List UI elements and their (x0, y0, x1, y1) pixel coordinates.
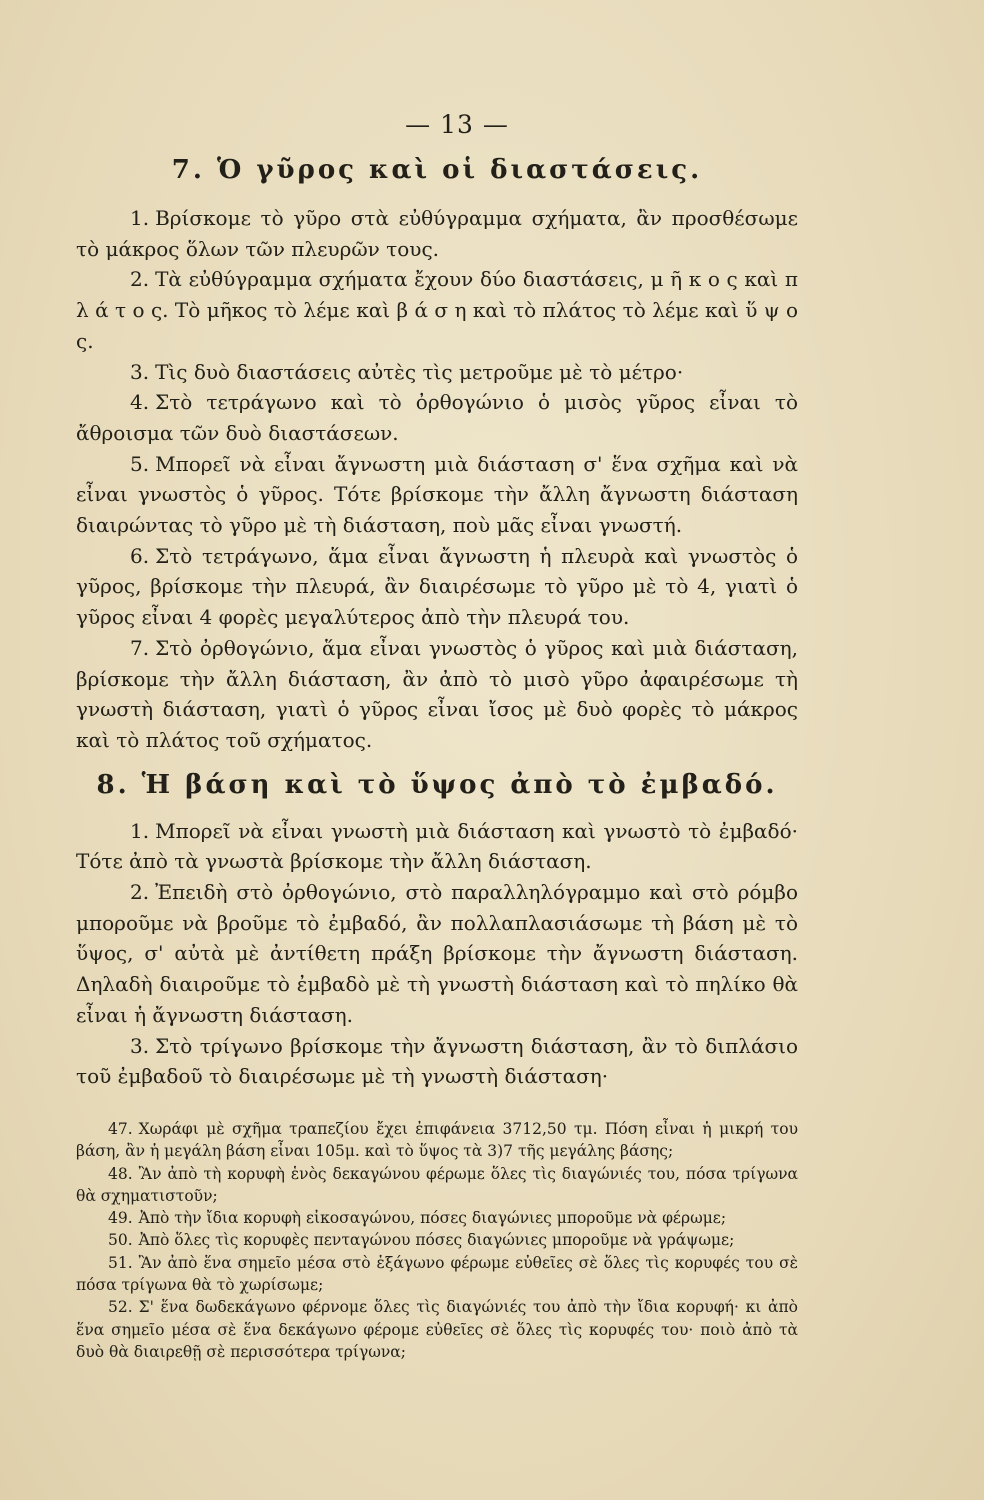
section-7-paragraph (76, 541, 798, 633)
paragraph-number: 3. (130, 1033, 150, 1058)
exercises-footnotes (76, 1118, 798, 1363)
exercise-text: Ἀπὸ ὅλες τὶς κορυφὲς πενταγώνου πόσες διαγώνιες μποροῦμε νὰ γράψωμε; (138, 1231, 735, 1250)
section-7-paragraph (76, 357, 798, 388)
paragraph-text: Στὸ τετράγωνο, ἅμα εἶναι ἄγνωστη ἡ πλευρὰ καὶ γνωστὸς ὁ γῦρος, βρίσκομε τὴν πλευρά, ἂν διαιρέσωμε τὸ γῦρο μὲ τὸ 4, γιατὶ ὁ γῦρος εἶναι 4 φορὲς μεγαλύτερος ἀπὸ τὴν πλευρά του. (76, 543, 798, 630)
paragraph-number: 3. (130, 359, 150, 384)
exercise-item (76, 1163, 798, 1208)
exercise-item (76, 1118, 798, 1163)
exercise-number: 52. (108, 1298, 133, 1317)
exercise-text: Ἂν ἀπὸ τὴ κορυφὴ ἑνὸς δεκαγώνου φέρωμε ὅλες τὶς διαγώνιές του, πόσα τρίγωνα θὰ σχηματιστοῦν; (76, 1164, 798, 1205)
section-8-body (76, 816, 798, 1092)
section-7-paragraph (76, 633, 798, 756)
paragraph-text: Μπορεῖ νὰ εἶναι ἄγνωστη μιὰ διάσταση σ' ἕνα σχῆμα καὶ νὰ εἶναι γνωστὸς ὁ γῦρος. Τότε βρίσκομε τὴν ἄλλη ἄγνωστη διάσταση διαιρώντας τὸ γῦρο μὲ τὴ διάσταση, ποὺ μᾶς εἶναι γνωστή. (76, 451, 798, 538)
page-number: — 13 — (405, 110, 509, 139)
section-7-paragraph (76, 449, 798, 541)
paragraph-text: Ἐπειδὴ στὸ ὀρθογώνιο, στὸ παραλληλόγραμμο καὶ στὸ ρόμβο μποροῦμε νὰ βροῦμε τὸ ἐμβαδό, ἂν πολλαπλασιάσωμε τὴ βάση μὲ τὸ ὕψος, σ' αὐτὰ μὲ ἀντίθετη πράξη βρίσκομε τὴν ἄγνωστη διάσταση. Δηλαδὴ διαιροῦμε τὸ ἐμβαδὸ μὲ τὴ γνωστὴ διάσταση καὶ τὸ πηλίκο θὰ εἶναι ἡ ἄγνωστη διάσταση. (76, 880, 798, 1027)
paragraph-text: Τὰ εὐθύγραμμα σχήματα ἔχουν δύο διαστάσεις, μ ῆ κ ο ς καὶ π λ ά τ ο ς. Τὸ μῆκος τὸ λέμε καὶ β ά σ η καὶ τὸ πλάτος τὸ λέμε καὶ ὕ ψ ο ς. (76, 267, 798, 353)
exercise-number: 49. (108, 1209, 133, 1228)
exercise-number: 51. (108, 1253, 133, 1272)
section-7-paragraph (76, 264, 798, 356)
section-title-8: 8. Ἡ βάση καὶ τὸ ὕψος ἀπὸ τὸ ἐμβαδό. (96, 769, 778, 800)
paragraph-number: 7. (130, 635, 150, 660)
exercise-text: Ἂν ἀπὸ ἕνα σημεῖο μέσα στὸ ἑξάγωνο φέρωμε εὐθεῖες σὲ ὅλες τὶς κορυφές του σὲ πόσα τρίγωνα θὰ τὸ χωρίσωμε; (76, 1253, 798, 1295)
paragraph-text: Στὸ τετράγωνο καὶ τὸ ὀρθογώνιο ὁ μισὸς γῦρος εἶναι τὸ ἄθροισμα τῶν δυὸ διαστάσεων. (76, 390, 798, 445)
exercise-item (76, 1296, 798, 1363)
book-page (76, 110, 798, 1363)
exercise-number: 50. (108, 1231, 133, 1250)
paragraph-number: 1. (130, 818, 150, 843)
exercise-item (76, 1252, 798, 1297)
section-8-paragraph (76, 1031, 798, 1092)
paragraph-text: Τὶς δυὸ διαστάσεις αὐτὲς τὶς μετροῦμε μὲ τὸ μέτρο· (155, 359, 684, 384)
section-8-paragraph (76, 816, 798, 877)
paragraph-text: Στὸ τρίγωνο βρίσκομε τὴν ἄγνωστη διάσταση, ἂν τὸ διπλάσιο τοῦ ἐμβαδοῦ τὸ διαιρέσωμε μὲ τὴ γνωστὴ διάσταση· (76, 1033, 798, 1089)
paragraph-number: 5. (130, 451, 150, 476)
paragraph-number: 1. (130, 206, 150, 230)
section-8-paragraph (76, 877, 798, 1031)
paragraph-number: 2. (130, 267, 150, 292)
paragraph-text: Στὸ ὀρθογώνιο, ἅμα εἶναι γνωστὸς ὁ γῦρος καὶ μιὰ διάσταση, βρίσκομε τὴν ἄλλη διάσταση, ἂν ἀπὸ τὸ μισὸ γῦρο ἀφαιρέσωμε τὴ γνωστὴ διάσταση, γιατὶ ὁ γῦρος εἶναι ἴσος μὲ δυὸ φορὲς τὸ μάκρος καὶ τὸ πλάτος τοῦ σχήματος. (76, 635, 798, 752)
exercise-text: Χωράφι μὲ σχῆμα τραπεζίου ἔχει ἐπιφάνεια 3712,50 τμ. Πόση εἶναι ἡ μικρή του βάση, ἂν ἡ μεγάλη βάση εἶναι 105μ. καὶ τὸ ὕψος τὰ 3)7 τῆς μεγάλης βάσης; (76, 1119, 798, 1161)
exercise-item (76, 1207, 798, 1229)
paragraph-text: Μπορεῖ νὰ εἶναι γνωστὴ μιὰ διάσταση καὶ γνωστὸ τὸ ἐμβαδό· Τότε ἀπὸ τὰ γνωστὰ βρίσκομε τὴν ἄλλη διάσταση. (76, 818, 798, 874)
paragraph-number: 2. (130, 880, 150, 905)
section-7-body (76, 203, 798, 756)
section-7-paragraph (76, 387, 798, 448)
exercise-number: 47. (108, 1119, 133, 1138)
paragraph-number: 6. (130, 543, 150, 568)
section-7-paragraph (76, 203, 798, 264)
section-title-7: 7. Ὁ γῦρος καὶ οἱ διαστάσεις. (171, 155, 703, 185)
exercise-number: 48. (108, 1164, 133, 1183)
paragraph-number: 4. (130, 390, 150, 415)
exercise-item (76, 1229, 798, 1251)
exercise-text: Σ' ἕνα δωδεκάγωνο φέρνομε ὅλες τὶς διαγώνιές του ἀπὸ τὴν ἴδια κορυφή· κι ἀπὸ ἕνα σημεῖο μέσα σὲ ἕνα δεκάγωνο φέρομε εὐθεῖες σὲ ὅλες τὶς κορυφές του· ποιὸ ἀπὸ τὰ δυὸ θὰ διαιρεθῇ σὲ περισσότερα τρίγωνα; (76, 1298, 798, 1361)
exercise-text: Ἀπὸ τὴν ἴδια κορυφὴ εἰκοσαγώνου, πόσες διαγώνιες μποροῦμε νὰ φέρωμε; (138, 1209, 727, 1228)
paragraph-text: Βρίσκομε τὸ γῦρο στὰ εὐθύγραμμα σχήματα, ἂν προσθέσωμε τὸ μάκρος ὅλων τῶν πλευρῶν τους. (76, 206, 798, 261)
